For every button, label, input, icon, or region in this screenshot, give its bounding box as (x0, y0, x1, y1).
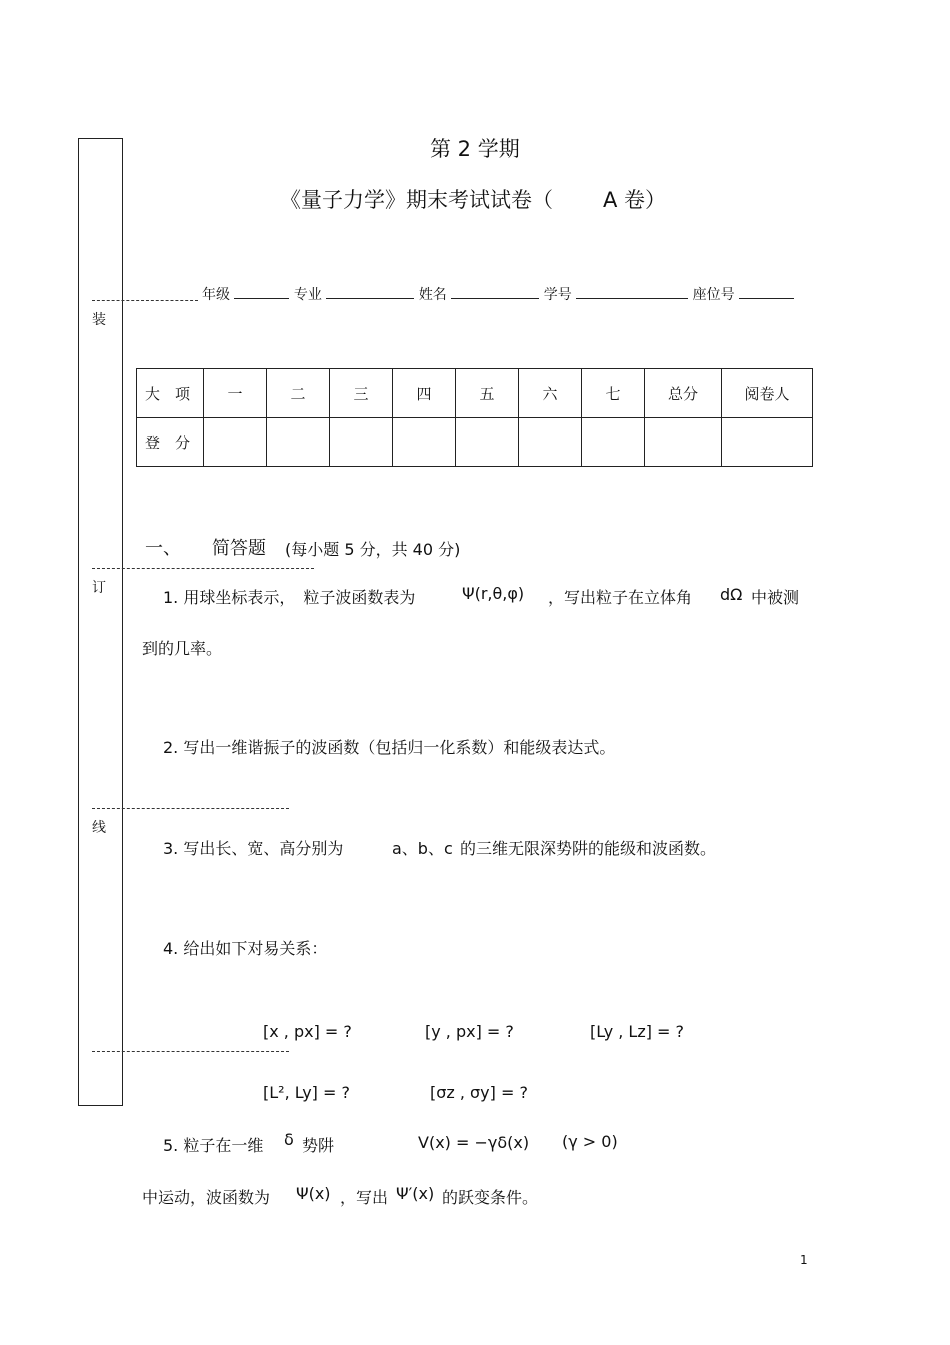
seat-label: 座位号 (692, 287, 735, 303)
section-title: 简答题 (212, 538, 266, 559)
section-number: 一、 (145, 538, 181, 559)
name-blank[interactable] (451, 284, 539, 299)
score-header-cell: 总分 (645, 369, 722, 418)
question-5-line2: 中运动，波函数为 (142, 1188, 271, 1207)
binding-margin-box (78, 138, 123, 1106)
question-5-condition: (γ > 0) (562, 1132, 618, 1151)
question-3-text-b: 的三维无限深势阱的能级和波函数。 (460, 839, 717, 858)
question-1-text-c: 中被测 (751, 588, 800, 607)
question-5-line2-b: ，写出 (340, 1188, 389, 1207)
question-4-text: 4. 给出如下对易关系： (163, 939, 328, 958)
page-number: 1 (800, 1253, 808, 1267)
commutator-l2-ly: [L², Ly] = ? (263, 1083, 350, 1102)
question-5-delta: δ (284, 1130, 294, 1149)
section-note: (每小题 5 分，共 40 分) (285, 540, 461, 559)
score-header-cell: 大 项 (137, 369, 204, 418)
commutator-ly-lz: [Ly , Lz] = ? (590, 1022, 685, 1041)
score-header-cell: 六 (519, 369, 582, 418)
commutator-x-px: [x , px] = ? (263, 1022, 352, 1041)
score-table (136, 368, 813, 467)
binding-dashed-line (92, 568, 314, 569)
question-1-domega: dΩ (720, 585, 743, 604)
semester-title: 第 2 学期 (430, 137, 520, 161)
major-blank[interactable] (326, 284, 414, 299)
score-cell[interactable] (456, 418, 519, 467)
question-3-text: 3. 写出长、宽、高分别为 (163, 839, 344, 858)
score-header-cell: 四 (393, 369, 456, 418)
info-line (202, 284, 794, 304)
score-cell[interactable] (645, 418, 722, 467)
question-5-text-b: 势阱 (302, 1136, 335, 1155)
score-header-cell: 三 (330, 369, 393, 418)
score-header-cell: 二 (267, 369, 330, 418)
question-1-text: 1. 用球坐标表示， 粒子波函数表为 (163, 588, 416, 607)
binding-dashed-line (92, 300, 198, 301)
question-2-text: 2. 写出一维谐振子的波函数（包括归一化系数）和能级表达式。 (163, 738, 616, 757)
exam-volume: A 卷） (603, 188, 667, 212)
score-table-score-row (137, 418, 813, 467)
score-header-cell: 五 (456, 369, 519, 418)
score-header-cell: 阅卷人 (722, 369, 813, 418)
seat-blank[interactable] (739, 284, 794, 299)
binding-char-zhuang: 装 (92, 312, 106, 328)
question-5-psiprime: Ψ′(x) (396, 1184, 435, 1203)
score-cell[interactable] (582, 418, 645, 467)
score-cell[interactable] (330, 418, 393, 467)
question-1-text-b: ，写出粒子在立体角 (548, 588, 693, 607)
question-3-dims: a、b、c (392, 839, 453, 858)
score-header-cell: 七 (582, 369, 645, 418)
student-id-blank[interactable] (576, 284, 688, 299)
question-5-potential: V(x) = −γδ(x) (418, 1133, 530, 1152)
score-cell[interactable] (204, 418, 267, 467)
score-cell[interactable] (393, 418, 456, 467)
score-cell[interactable] (267, 418, 330, 467)
student-id-label: 学号 (543, 287, 572, 303)
grade-label: 年级 (202, 287, 230, 303)
score-cell[interactable] (519, 418, 582, 467)
binding-dashed-line (92, 1051, 289, 1052)
binding-dashed-line (92, 808, 289, 809)
binding-char-xian: 线 (92, 820, 106, 836)
name-label: 姓名 (418, 287, 447, 303)
commutator-sigmaz-sigmay: [σz , σy] = ? (430, 1083, 528, 1102)
question-5-text: 5. 粒子在一维 (163, 1136, 264, 1155)
question-5-psi: Ψ(x) (296, 1184, 331, 1203)
question-1-line2: 到的几率。 (142, 639, 223, 658)
binding-char-ding: 订 (92, 580, 106, 596)
commutator-y-px: [y , px] = ? (425, 1022, 514, 1041)
grade-blank[interactable] (234, 284, 289, 299)
score-cell[interactable] (722, 418, 813, 467)
major-label: 专业 (293, 287, 322, 303)
score-header-cell: 一 (204, 369, 267, 418)
question-1-psi: Ψ(r,θ,φ) (462, 584, 525, 603)
score-row-label: 登 分 (137, 418, 204, 467)
exam-title: 《量子力学》期末考试试卷（ (280, 188, 553, 212)
question-5-line2-c: 的跃变条件。 (442, 1188, 539, 1207)
score-table-header-row (137, 369, 813, 418)
